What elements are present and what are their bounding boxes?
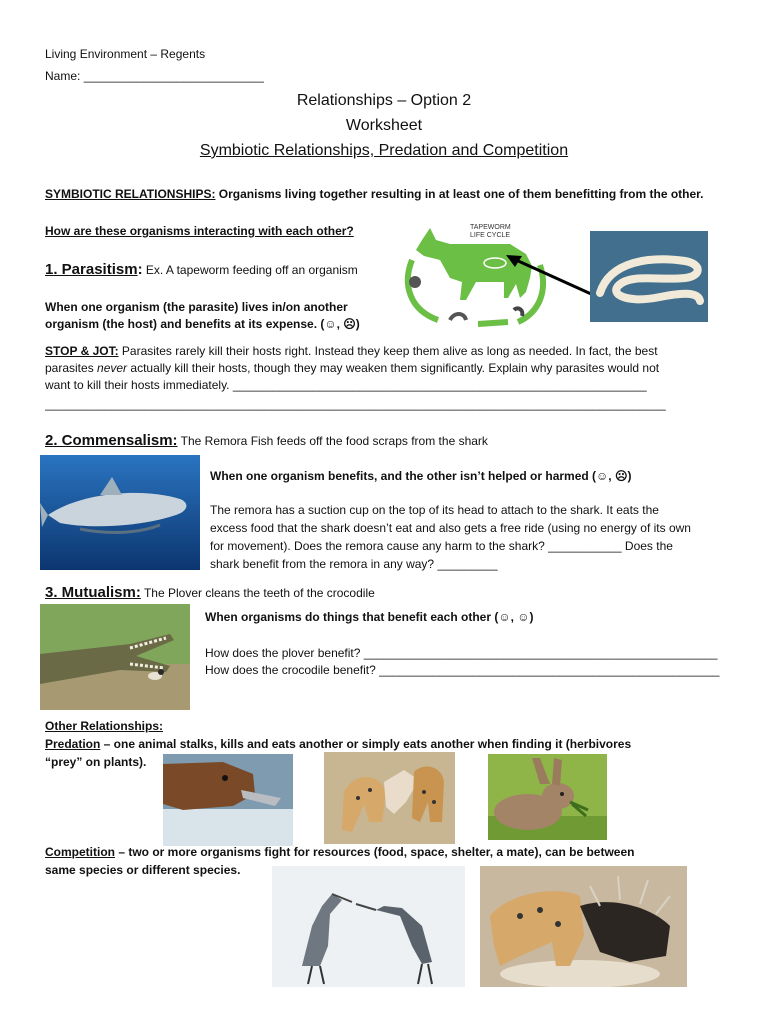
name-line: [45, 68, 264, 85]
rabbit-eating-photo: [488, 754, 607, 840]
page-subtitle: Worksheet: [345, 117, 423, 134]
stop-jot-text-a: Parasites rarely kill their hosts right. Instead they keep them alive as long as needed. In fact, the best: [118, 344, 658, 358]
competition-text-1: – two or more organisms fight for resources (food, space, shelter, a mate), can be between: [115, 845, 635, 859]
mutualism-heading: 3. Mutualism:: [45, 584, 141, 601]
competition-line-2: same species or different species.: [45, 863, 241, 877]
mutualism-def: When organisms do things that benefit each other (☺, ☺): [205, 610, 534, 624]
herons-fighting-photo: [272, 866, 465, 987]
course-title: Living Environment – Regents: [45, 47, 206, 61]
cheetah-porcupine-photo: [480, 866, 687, 987]
predation-text-1: – one animal stalks, kills and eats another or simply eats another when finding it (herbivores: [100, 737, 632, 751]
commensalism-line: [45, 432, 488, 450]
predation-line-2: “prey” on plants).: [45, 755, 147, 769]
name-label: Name:: [45, 69, 84, 83]
commensalism-example: The Remora Fish feeds off the food scraps from the shark: [177, 434, 488, 448]
name-blank[interactable]: ___________________________: [83, 69, 264, 83]
parasitism-def-2: organism (the host) and benefits at its expense. (☺, ☹): [45, 317, 360, 331]
stop-jot-answer-line-1[interactable]: want to kill their hosts immediately. ______________________________________________________________: [45, 378, 647, 392]
mutualism-line: [45, 584, 375, 602]
tapeworm-photo: [590, 231, 708, 322]
page-title: Relationships – Option 2: [296, 92, 472, 109]
question-heading: How are these organisms interacting with each other?: [45, 224, 354, 238]
stop-jot-answer-line-2[interactable]: _____________________________________________________________________________________________: [45, 397, 666, 411]
cheetah-gazelle-photo: [324, 752, 455, 844]
competition-line-1: [45, 844, 755, 861]
predation-label: Predation: [45, 737, 101, 751]
symbiotic-label: SYMBIOTIC RELATIONSHIPS:: [45, 187, 216, 201]
predation-line-1: [45, 736, 755, 753]
commensalism-p1: The remora has a suction cup on the top of its head to attach to the shark. It eats the: [210, 503, 659, 517]
page-heading: Symbiotic Relationships, Predation and Competition: [199, 142, 569, 159]
shark-remora-photo: [40, 455, 200, 570]
diagram-label-2: LIFE CYCLE: [470, 232, 511, 239]
other-relationships-heading: Other Relationships:: [45, 719, 164, 733]
stop-jot-line-2: [45, 360, 745, 377]
mutualism-example: The Plover cleans the teeth of the crocodile: [140, 586, 375, 600]
commensalism-p2: excess food that the shark doesn’t eat and also gets a free ride (using no energy of its own: [210, 521, 691, 535]
parasitism-heading: 1. Parasitism: [45, 261, 138, 278]
commensalism-def: When one organism benefits, and the other isn’t helped or harmed (☺, ☹): [210, 469, 632, 483]
stop-jot-line-1: [45, 343, 745, 360]
crocodile-plover-photo: [40, 604, 190, 710]
parasitism-def-1: When one organism (the parasite) lives in/on another: [45, 300, 348, 314]
parasitism-line: [45, 261, 358, 279]
symbiotic-text: Organisms living together resulting in at least one of them benefitting from the other.: [215, 187, 704, 201]
commensalism-p4: shark benefit from the remora in any way? _________: [210, 557, 498, 571]
commensalism-p3: for movement). Does the remora cause any harm to the shark? ___________ Does the: [210, 539, 673, 553]
commensalism-heading: 2. Commensalism:: [45, 432, 178, 449]
competition-label: Competition: [45, 845, 115, 859]
stop-jot-never: never: [97, 361, 128, 375]
bear-fish-photo: [163, 754, 293, 846]
plover-question[interactable]: How does the plover benefit? _____________________________________________________: [205, 646, 718, 660]
parasitism-colon: :: [137, 261, 143, 278]
parasitism-example: Ex. A tapeworm feeding off an organism: [142, 263, 358, 277]
crocodile-question[interactable]: How does the crocodile benefit? ___________________________________________________: [205, 663, 720, 677]
stop-jot-text-b2: actually kill their hosts, though they may weaken them significantly. Explain why parasites would not: [127, 361, 660, 375]
diagram-label-1: TAPEWORM: [470, 224, 511, 231]
symbiotic-definition: [45, 186, 745, 203]
stop-jot-label: STOP & JOT:: [45, 344, 119, 358]
stop-jot-text-b1: parasites: [45, 361, 98, 375]
